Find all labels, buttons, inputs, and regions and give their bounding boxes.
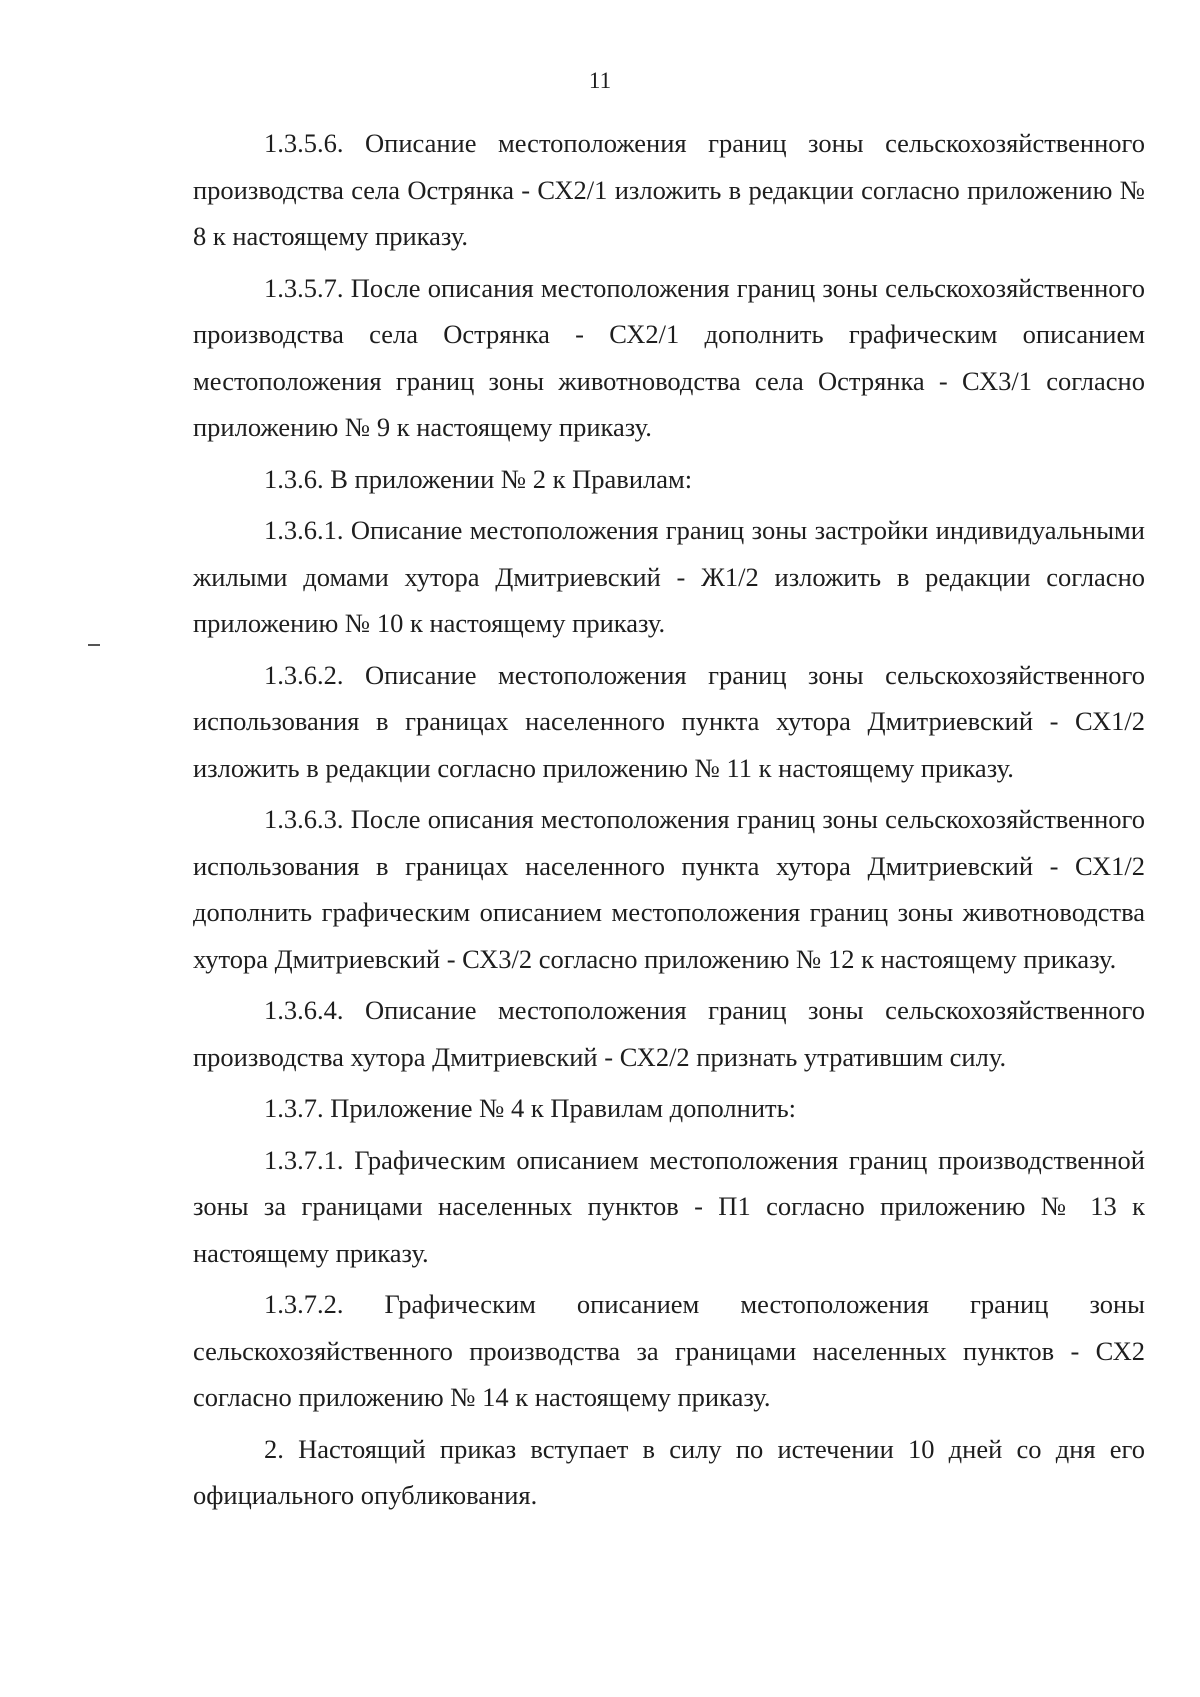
paragraph-1-3-7-1: 1.3.7.1. Графическим описанием местоположения границ производственной зоны за границами населенных пунктов - П1 согласно приложению № 13 к настоящему приказу. xyxy=(193,1144,1145,1268)
paragraph-1-3-6: 1.3.6. В приложении № 2 к Правилам: xyxy=(264,463,693,494)
paragraph-1-3-5-7: 1.3.5.7. После описания местоположения границ зоны сельскохозяйственного производства села Острянка - СХ2/1 дополнить графическим описанием местоположения границ зоны животноводства села Острянка - СХ3/1 согласно приложению № 9 к настоящему приказу. xyxy=(193,272,1145,442)
paragraph-2: 2. Настоящий приказ вступает в силу по истечении 10 дней со дня его официального опубликования. xyxy=(193,1433,1145,1510)
paragraph-1-3-6-4: 1.3.6.4. Описание местоположения границ зоны сельскохозяйственного производства хутора Дмитриевский - СХ2/2 признать утратившим силу. xyxy=(193,995,1145,1072)
margin-mark xyxy=(88,644,100,646)
paragraph-1-3-6-3: 1.3.6.3. После описания местоположения границ зоны сельскохозяйственного использования в границах населенного пункта хутора Дмитриевский - СХ1/2 дополнить графическим описанием местоположения границ зоны животноводства хутора Дмитриевский - СХ3/2 согласно приложению № 12 к настоящему приказу. xyxy=(193,804,1145,974)
paragraph-1-3-6-2: 1.3.6.2. Описание местоположения границ зоны сельскохозяйственного использования в границах населенного пункта хутора Дмитриевский - СХ1/2 изложить в редакции согласно приложению № 11 к настоящему приказу. xyxy=(193,659,1145,783)
document-body xyxy=(193,120,1145,1524)
paragraph-1-3-7: 1.3.7. Приложение № 4 к Правилам дополнить: xyxy=(264,1093,797,1123)
paragraph-1-3-5-6: 1.3.5.6. Описание местоположения границ зоны сельскохозяйственного производства села Острянка - СХ2/1 изложить в редакции согласно приложению № 8 к настоящему приказу. xyxy=(193,128,1145,251)
page-number: 11 xyxy=(588,68,612,93)
paragraph-1-3-6-1: 1.3.6.1. Описание местоположения границ зоны застройки индивидуальными жилыми домами хутора Дмитриевский - Ж1/2 изложить в редакции согласно приложению № 10 к настоящему приказу. xyxy=(193,515,1145,638)
paragraph-1-3-7-2: 1.3.7.2. Графическим описанием местоположения границ зоны сельскохозяйственного производства за границами населенных пунктов - СХ2 согласно приложению № 14 к настоящему приказу. xyxy=(193,1289,1145,1412)
